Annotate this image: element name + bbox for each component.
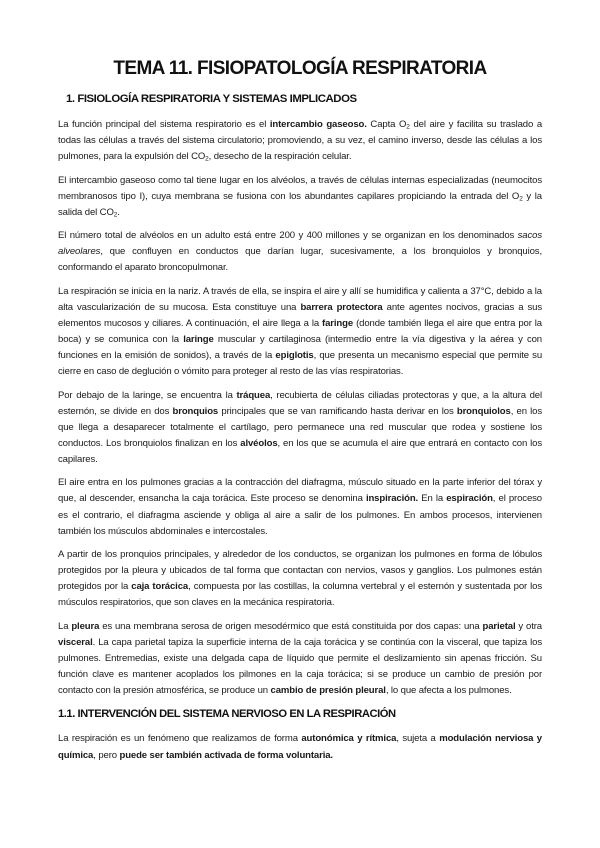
text-run: . La capa parietal tapiza la superficie interna de la caja torácica y se continúa con la visceral, que tapiza los pulmones. Entremedias, existe una delgada capa de líquido que permite el deslizamiento sin apenas fricción. Su función clave es mantener acoplados los pilmones en la caja torácica; si se produce un cambio de presión por contacto con la presión atmosférica, se produce un [58,636,542,697]
subscript: 2 [205,155,209,163]
bold-text: puede ser también activada de forma voluntaria. [119,749,333,761]
paragraph [58,547,542,611]
text-run: , en los que llega a desaparecer totalmente el cartílago, pero permanece una red muscular que rodea y sostiene los conductos. Los bronquiolos finalizan en los [58,405,543,449]
text-run: , lo que afecta a los pulmones. [385,685,512,697]
bold-text: tráquea [236,389,271,401]
text-run: es una membrana serosa de origen mesodérmico que está constituida por dos capas: una [99,620,483,632]
bold-text: inspiración. [365,493,419,505]
paragraph [58,117,542,165]
bold-text: barrera protectora [300,301,383,313]
text-run: La [58,620,72,632]
text-run: La respiración se inicia en la nariz. A través de ella, se inspira el aire y allí se humidifica y calienta a 37°C, debido a la alta vascularización de su mucosa. Esta constituye una [58,285,542,313]
bold-text: parietal [482,620,516,632]
bold-text: cambio de presión pleural [270,685,386,697]
paragraph [58,475,542,539]
text-run: Por debajo de la laringe, se encuentra la [58,389,237,401]
section-heading: 1. FISIOLOGÍA RESPIRATORIA Y SISTEMAS IMPLICADOS [66,93,357,105]
italic-text: sacos alveolares [58,230,542,258]
subscript: 2 [113,211,118,219]
text-run: principales que se van ramificando hasta derivar en los [218,405,457,417]
bold-text: espiración [446,493,493,505]
text-run: La respiración es un fenómeno que realizamos de forma [58,733,302,745]
text-run: , en los que se acumula el aire que entrará en contacto con los capilares. [58,437,543,465]
document-page [58,56,542,771]
text-run: En la [418,493,447,505]
text-run: El intercambio gaseoso como tal tiene lugar en los alvéolos, a través de células internas especializadas (neumocitos membranosos tipo I), cuya membrana se fusiona con los abundantes capilares propiciando la entrada del O [58,174,542,202]
bold-text: modulación nerviosa y química [58,733,542,761]
section-body [58,117,542,699]
bold-text: visceral [58,636,93,648]
text-run: y la salida del CO [58,190,542,218]
text-run: y otra [515,620,542,632]
subsection-heading: 1.1. INTERVENCIÓN DEL SISTEMA NERVIOSO EN LA RESPIRACIÓN [58,708,396,721]
bold-text: pleura [71,620,100,632]
text-run: Capta O [366,119,407,130]
subscript: 2 [406,123,410,131]
paragraph [58,731,542,763]
text-run: , que presenta un mecanismo especial que permite su cierre en caso de deglución o vómito para proteger al resto de las vías respiratorias. [58,350,543,378]
subscript: 2 [519,195,523,203]
text-run: ante agentes nocivos, gracias a sus elementos mucosos y ciliares. A continuación, el aire llega a la [58,301,542,329]
text-run: , desecho de la respiración celular. [208,151,352,163]
paragraph [58,388,542,468]
text-run: del aire y facilita su traslado a todas las células a través del sistema circulatorio; promoviendo, a su vez, el camino inverso, desde las células a los pulmones, para la expulsión del CO [58,119,543,163]
text-run: , pero [93,749,120,761]
text-run: , compuesta por las costillas, la columna vertebral y el esternón y sustentada por los músculos respiratorios, que son claves en la mecánica respiratoria. [58,581,542,609]
text-run: , sujeta a [396,733,440,745]
document-title: TEMA 11. FISIOPATOLOGÍA RESPIRATORIA [113,58,487,79]
text-run: A partir de los pronquios principales, y alrededor de los conductos, se organizan los pulmones en forma de lóbulos protegidos por la pleura y ubicados de tal forma que contactan con nervios, vasos y ganglios. Los pulmones están protegidos por la [58,549,542,593]
bold-text: caja torácica [131,581,189,593]
text-run: . [117,206,120,218]
bold-text: intercambio gaseoso. [269,119,367,130]
text-run: (donde también llega el aire que entra por la boca) y se comunica con la [58,317,542,346]
paragraph [58,284,542,381]
bold-text: autonómica y rítmica [301,733,397,745]
text-run: muscular y cartilaginosa (intermedio entre la vía digestiva y la aérea y con funciones en la emisión de sonidos), a través de la [58,334,542,362]
paragraph [58,173,542,221]
paragraph [58,228,542,276]
text-run: La función principal del sistema respiratorio es el [58,119,270,130]
bold-text: bronquiolos [456,405,511,417]
text-run: El aire entra en los pulmones gracias a la contracción del diafragma, músculo situado en la parte inferior del tórax y que, al descender, ensancha la caja torácica. Este proceso se denomina [58,477,542,505]
bold-text: laringe [183,334,214,346]
bold-text: alvéolos [240,437,278,449]
text-run: El número total de alvéolos en un adulto está entre 200 y 400 millones y se organizan en los denominados [58,230,518,242]
subsection-body [58,731,542,763]
bold-text: faringe [322,317,354,329]
text-run: , que confluyen en conductos que darían lugar, sucesivamente, a los bronquiolos y bronquios, conformando el aparato broncopulmonar. [58,246,542,274]
bold-text: bronquios [172,405,219,417]
text-run: , recubierta de células ciliadas protectoras y que, a la altura del esternón, se divide en dos [58,389,542,417]
bold-text: epiglotis [275,350,314,362]
paragraph [58,619,542,699]
text-run: , el proceso es el contrario, el diafragma asciende y obliga al aire a salir de los pulmones. En ambos procesos, intervienen también los músculos abdominales e intercostales. [58,493,542,537]
